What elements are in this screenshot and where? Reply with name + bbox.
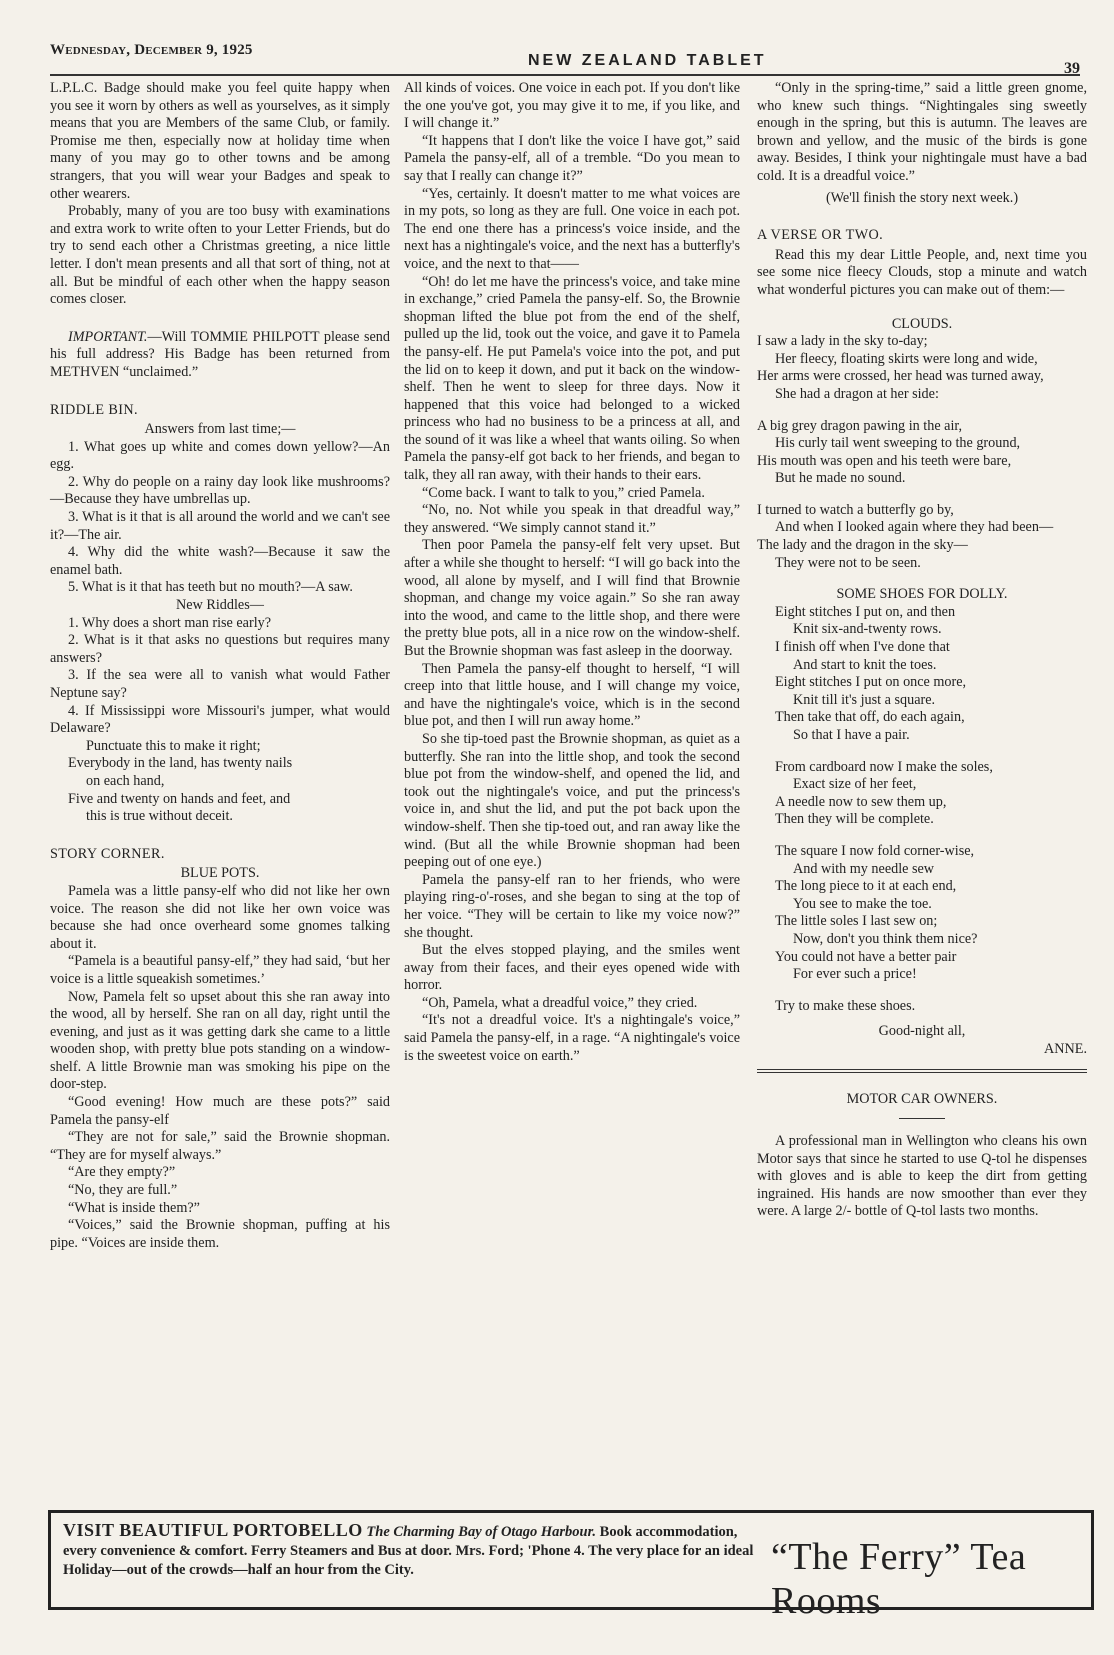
poem-line: She had a dragon at her side: [775, 385, 939, 402]
story-paragraph: “Only in the spring-time,” said a little green gnome, who knew such things. “Nightingales sing sweetly enough in the spring, but this is autumn. The leaves are brown and yellow, and the music of the birds is gone away. Besides, I think your nightingale must have a bad cold. It is a dreadful voice.” [757, 80, 1087, 184]
short-rule [899, 1118, 945, 1119]
story-paragraph: “It happens that I don't like the voice I have got,” said Pamela the pansy-elf, all of a tremble. “Do you mean to say that I really can change it?” [404, 132, 740, 184]
riddle-answer: 2. Why do people on a rainy day look like mushrooms?—Because they have umbrellas up. [50, 473, 390, 508]
header-rule [50, 74, 1080, 76]
story-paragraph: “No, they are full.” [68, 1182, 178, 1199]
advert-text [63, 1521, 763, 1580]
puzzle-line: Everybody in the land, has twenty nails [68, 755, 293, 772]
story-paragraph: But the elves stopped playing, and the smiles went away from their faces, and their eyes opened wide with horror. [404, 942, 740, 994]
answers-heading: Answers from last time;— [144, 421, 296, 438]
poem-line: And when I looked again where they had been— [775, 519, 1054, 536]
verse-intro: Read this my dear Little People, and, next time you see some nice fleecy Clouds, stop a minute and watch what wonderful pictures you can make out of them:— [757, 246, 1087, 298]
poem-line: Then take that off, do each again, [775, 709, 965, 726]
story-paragraph: “Yes, certainly. It doesn't matter to me what voices are in my pots, so long as they are full. One voice in each pot. The end one there has a princess's voice inside, and the next has a nightingale's voice, and the next has a butterfly's voice, and the next to that—— [404, 185, 740, 272]
story-paragraph: “What is inside them?” [68, 1199, 200, 1216]
goodnight-line: Good-night all, [878, 1023, 966, 1040]
riddle-answer: 4. Why did the white wash?—Because it saw the enamel bath. [50, 544, 390, 578]
poem-line: Her arms were crossed, her head was turned away, [757, 368, 1044, 385]
poem-line: I finish off when I've done that [775, 639, 950, 656]
motor-paragraph: A professional man in Wellington who cleans his own Motor says that since he started to use Q-tol he dispenses with gloves and is able to keep the dirt from getting ingrained. His hands are now smoother than ever they were. A large 2/- bottle of Q-tol lasts two months. [757, 1133, 1087, 1220]
signature: ANNE. [1044, 1040, 1087, 1057]
story-paragraph: So she tip-toed past the Brownie shopman, as quiet as a butterfly. She ran into the little shop, and took the second blue pot from the window-shelf, and opened the lid, and took out the nightingale's voice, and put the princess's voice in, and shut the lid, and put the pot back upon the window-shelf. Then she tip-toed out, and ran away like the wind. (But all the while Brownie shopman had been peeping out of one eye.) [404, 730, 740, 871]
story-title: BLUE POTS. [180, 865, 260, 882]
poem-line: And start to knit the toes. [793, 656, 937, 673]
shoes-stanza [775, 604, 1087, 745]
riddle-answer: 3. What is it that is all around the world and we can't see it?—The air. [50, 509, 390, 543]
ferry-tea-rooms-brand: “The Ferry” Tea Rooms [771, 1536, 1027, 1622]
puzzle-line: this is true without deceit. [86, 808, 233, 825]
clouds-stanza [757, 502, 1087, 572]
poem-line: His mouth was open and his teeth were bare, [757, 452, 1012, 469]
story-paragraph: “Good evening! How much are these pots?” said Pamela the pansy-elf [50, 1094, 390, 1128]
advert-headline: VISIT BEAUTIFUL PORTOBELLO [63, 1520, 363, 1540]
new-riddles-heading: New Riddles— [176, 597, 264, 614]
story-paragraph: “Voices,” said the Brownie shopman, puffing at his pipe. “Voices are inside them. [50, 1217, 390, 1251]
column-1 [50, 80, 390, 1252]
poem-line: Her fleecy, floating skirts were long and wide, [775, 350, 1038, 367]
story-continued-note: (We'll finish the story next week.) [825, 189, 1019, 206]
poem-line: Knit till it's just a square. [793, 691, 936, 708]
poem-line: But he made no sound. [775, 470, 906, 487]
shoes-stanza [775, 843, 1087, 984]
issue-date: Wednesday, December 9, 1925 [50, 42, 253, 58]
riddle-answer: 5. What is it that has teeth but no mouth?—A saw. [68, 579, 353, 596]
column-3 [757, 80, 1087, 1221]
poem-line: So that I have a pair. [793, 727, 910, 743]
story-paragraph: “They are not for sale,” said the Brownie shopman. “They are for myself always.” [50, 1129, 390, 1163]
story-paragraph: Then Pamela the pansy-elf thought to herself, “I will creep into that little house, and I will change my voice, and have the nightingale's voice, which is in the second blue pot, and then I will run away home.” [404, 660, 740, 730]
motor-heading: MOTOR CAR OWNERS. [846, 1090, 998, 1107]
column-2 [404, 80, 740, 1065]
story-paragraph: “Pamela is a beautiful pansy-elf,” they had said, ‘but her voice is a little squeakish sometimes.’ [50, 953, 390, 987]
poem-line: You see to make the toe. [793, 895, 932, 912]
punctuate-instruction: Punctuate this to make it right; [86, 737, 261, 754]
new-riddle: 1. Why does a short man rise early? [68, 614, 272, 631]
story-paragraph: Now, Pamela felt so upset about this she ran away into the wood, all by herself. She ran on all day, right until the evening, and just as it was getting dark she came to a little wooden shop, with pretty blue pots standing on a window-shelf. A little Brownie man was smoking his pipe on the door-step. [50, 988, 390, 1093]
new-riddle: 4. If Mississippi wore Missouri's jumper, what would Delaware? [50, 702, 390, 737]
riddle-bin-heading: RIDDLE BIN. [50, 401, 138, 418]
important-notice [50, 329, 390, 382]
story-paragraph: Pamela was a little pansy-elf who did not like her own voice. The reason she did not like her own voice was because she had once overheard some gnomes talking about it. [50, 882, 390, 952]
poem-line: Eight stitches I put on, and then [775, 603, 956, 620]
riddle-answer: 1. What goes up white and comes down yellow?—An egg. [50, 438, 390, 473]
page-number: 39 [1064, 60, 1080, 77]
story-paragraph: “Oh! do let me have the princess's voice, and take mine in exchange,” cried Pamela the pansy-elf. So, the Brownie shopman lifted the blue pot from the end of the shelf, pulled up the lid, took out the voice, and gave it to Pamela the pansy-elf. He put Pamela's voice into the pot, and put the lid on to keep it down, and put it back on the window-shelf. Then he went to sleep for three days. Now it happened that this voice had belonged to a wicked princess who had no business to be a princess at all, and the sound of it was like a wheel that wants oiling. So when Pamela the pansy-elf got back to her friends, and began to talk, they all ran away, with their hands to their ears. [404, 273, 740, 484]
new-riddle: 2. What is it that asks no questions but requires many answers? [50, 632, 390, 666]
poem-line: Knit six-and-twenty rows. [793, 621, 942, 638]
puzzle-line: on each hand, [86, 772, 165, 789]
shoes-title: SOME SHOES FOR DOLLY. [836, 586, 1008, 603]
poem-line: They were not to be seen. [775, 554, 921, 571]
important-label: IMPORTANT. [68, 328, 148, 345]
story-paragraph: “Oh, Pamela, what a dreadful voice,” they cried. [422, 994, 698, 1011]
clouds-title: CLOUDS. [891, 315, 953, 332]
intro-paragraph: L.P.L.C. Badge should make you feel quite happy when you see it worn by others as well as yourselves, as it simply means that you are Members of the same Club, or family. Promise me then, especially now at holiday time when many of you may go to other towns and be among strangers, that you will wear your Badges and speak to other wearers. [50, 80, 390, 202]
punctuate-puzzle [68, 738, 390, 826]
poem-line: Eight stitches I put on once more, [775, 674, 967, 691]
advert-tagline: The Charming Bay of Otago Harbour. [366, 1524, 597, 1540]
clouds-stanza [757, 333, 1087, 403]
section-double-rule [757, 1069, 1087, 1073]
story-paragraph: Then poor Pamela the pansy-elf felt very upset. But after a while she thought to herself: “I will go back into the wood, all alone by myself, and I will find that Brownie shopman, and change my voice again.” So she ran away into the wood, and came to the little shop, and there were the pretty blue pots, all in a nice row on the window-shelf. But the Brownie shopman was fast asleep in the doorway. [404, 537, 740, 659]
story-corner-heading: STORY CORNER. [50, 845, 165, 862]
poem-line: I turned to watch a butterfly go by, [757, 501, 954, 518]
clouds-stanza [757, 418, 1087, 488]
poem-line: Now, don't you think them nice? [793, 930, 978, 947]
story-paragraph: “Come back. I want to talk to you,” cried Pamela. [422, 484, 705, 501]
intro-paragraph: Probably, many of you are too busy with examinations and extra work to write often to your Letter Friends, but do try to send each other a Christmas greeting, a nice little letter. I don't mean presents and all that sort of thing, not at all. But be mindful of each other when the happy season comes closer. [50, 203, 390, 308]
advert-body: Book accommodation, every convenience & comfort. Ferry Steamers and Bus at door. Mrs. Ford; 'Phone 4. The very place for an ideal Holiday—out of the crowds—half an hour from the City. [63, 1524, 754, 1578]
poem-line: Exact size of her feet, [793, 776, 917, 793]
poem-line: From cardboard now I make the soles, [775, 758, 993, 775]
story-paragraph: “It's not a dreadful voice. It's a nightingale's voice,” said Pamela the pansy-elf, in a rage. “A nightingale's voice is the sweetest voice on earth.” [404, 1012, 740, 1064]
poem-line: The square I now fold corner-wise, [775, 842, 975, 859]
newspaper-title: NEW ZEALAND TABLET [528, 52, 767, 69]
puzzle-line: Five and twenty on hands and feet, and [68, 790, 291, 807]
poem-line: The lady and the dragon in the sky— [757, 537, 968, 554]
verse-heading: A VERSE OR TWO. [757, 227, 884, 244]
important-text: —Will TOMMIE PHILPOTT please send his full address? His Badge has been returned from METHVEN “unclaimed.” [50, 328, 390, 380]
shoes-stanza [775, 759, 1087, 829]
poem-line: For ever such a price! [793, 966, 917, 983]
new-riddle: 3. If the sea were all to vanish what would Father Neptune say? [50, 667, 390, 701]
poem-line: His curly tail went sweeping to the ground, [775, 435, 1021, 452]
poem-line: I saw a lady in the sky to-day; [757, 333, 928, 350]
poem-line: The little soles I last sew on; [775, 913, 938, 930]
portobello-advert [48, 1510, 1094, 1622]
poem-line: A needle now to sew them up, [775, 793, 947, 810]
story-paragraph: All kinds of voices. One voice in each pot. If you don't like the one you've got, you may give it to me, if you like, and I will change it.” [404, 80, 740, 132]
story-paragraph: “Are they empty?” [68, 1164, 176, 1181]
poem-line: And with my needle sew [793, 860, 935, 877]
story-paragraph: Pamela the pansy-elf ran to her friends, who were playing ring-o'-roses, and she began to sing at the top of her voice. “They will be certain to like my voice now?” she thought. [404, 871, 740, 941]
try-line: Try to make these shoes. [775, 997, 916, 1014]
poem-line: Then they will be complete. [775, 811, 934, 828]
story-paragraph: “No, no. Not while you speak in that dreadful way,” they answered. “We simply cannot stand it.” [404, 502, 740, 536]
poem-line: The long piece to it at each end, [775, 878, 957, 895]
page-header [50, 38, 1080, 77]
poem-line: You could not have a better pair [775, 948, 957, 965]
poem-line: A big grey dragon pawing in the air, [757, 417, 963, 434]
